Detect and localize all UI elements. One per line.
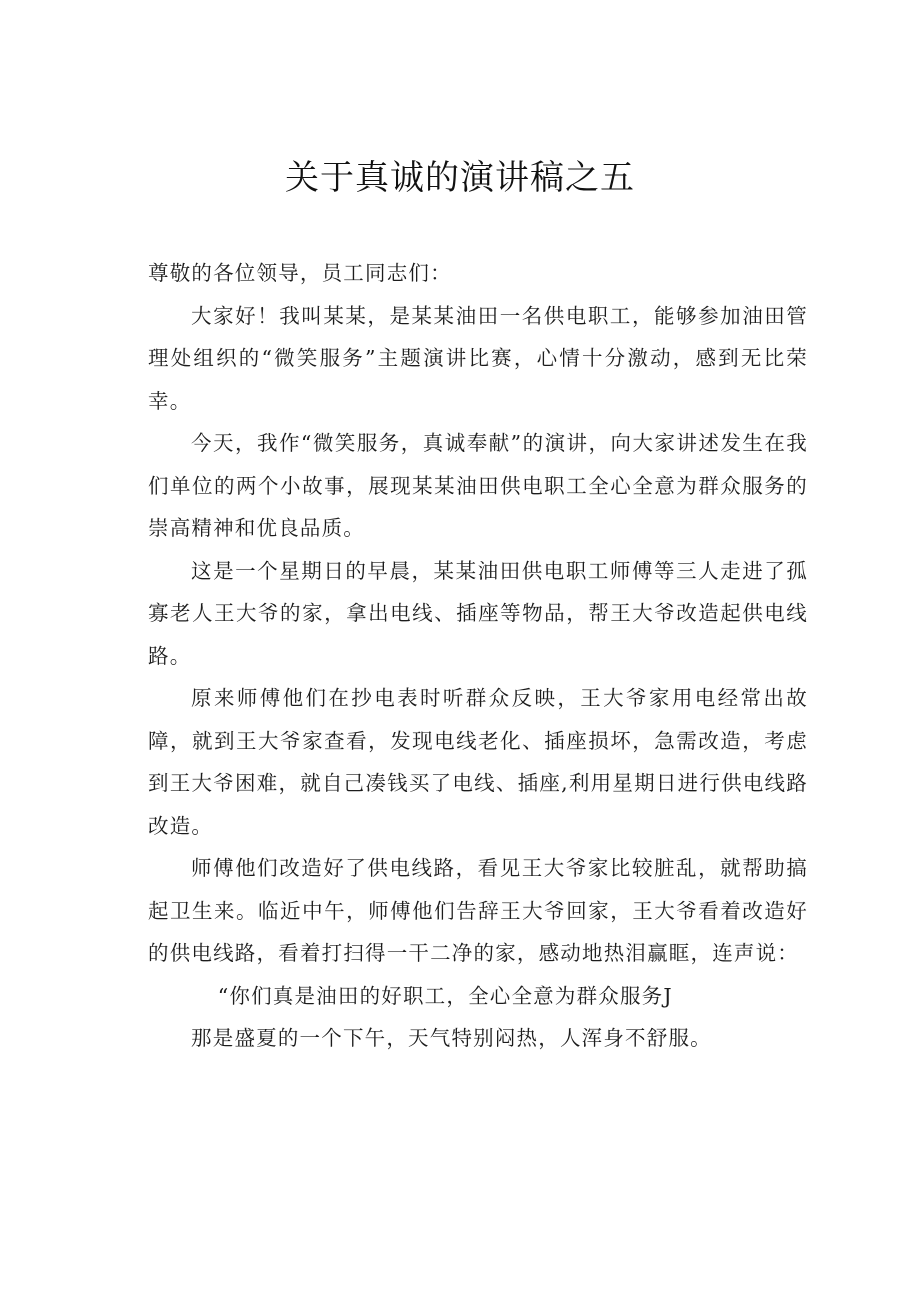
paragraph: 师傅他们改造好了供电线路，看见王大爷家比较脏乱，就帮助搞起卫生来。临近中午，师傅他们告辞王大爷回家，王大爷看着改造好的供电线路，看着打扫得一干二净的家，感动地热泪赢眶，连声说： xyxy=(148,856,808,965)
document-body xyxy=(148,252,808,1060)
paragraph: 大家好！我叫某某，是某某油田一名供电职工，能够参加油田管理处组织的“微笑服务”主题演讲比赛，心情十分激动，感到无比荣幸。 xyxy=(148,303,808,413)
document-title: 关于真诚的演讲稿之五 xyxy=(285,158,635,198)
paragraph: 今天，我作“微笑服务，真诚奉献”的演讲，向大家讲述发生在我们单位的两个小故事，展现某某油田供电职工全心全意为群众服务的崇高精神和优良品质。 xyxy=(148,431,808,540)
paragraph: 那是盛夏的一个下午，天气特别闷热，人浑身不舒服。 xyxy=(191,1026,712,1050)
salutation: 尊敬的各位领导，员工同志们： xyxy=(148,261,452,285)
quote: “你们真是油田的好职工，全心全意为群众服务J xyxy=(217,983,673,1008)
paragraph: 这是一个星期日的早晨，某某油田供电职工师傅等三人走进了孤寡老人王大爷的家，拿出电线、插座等物品，帮王大爷改造起供电线路。 xyxy=(148,558,808,668)
paragraph: 原来师傅他们在抄电表时听群众反映，王大爷家用电经常出故障，就到王大爷家查看，发现电线老化、插座损坏，急需改造，考虑到王大爷困难，就自己凑钱买了电线、插座,利用星期日进行供电线路改造。 xyxy=(148,686,808,838)
